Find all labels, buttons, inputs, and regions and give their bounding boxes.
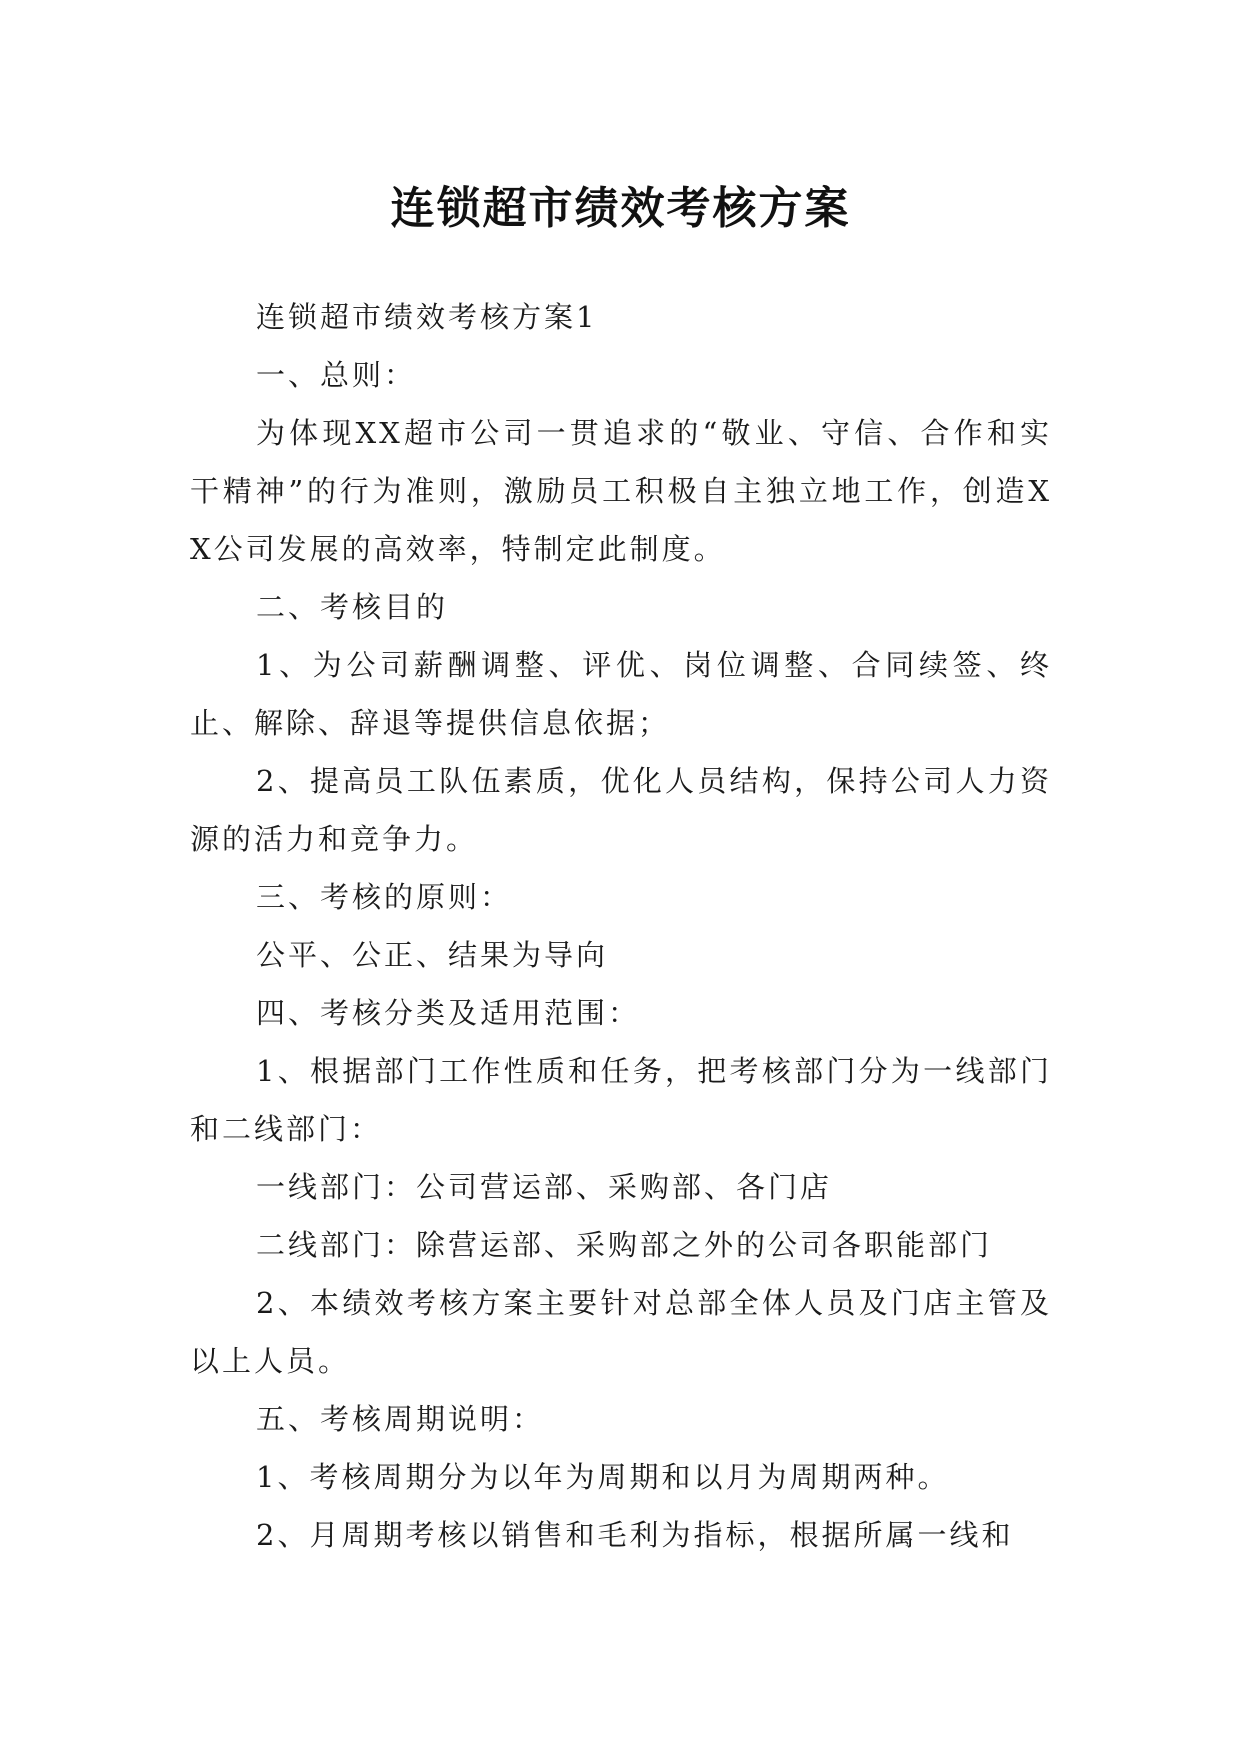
paragraph-principles-text: 公平、公正、结果为导向 xyxy=(256,938,609,972)
paragraph-scope-item-2: 2、本绩效考核方案主要针对总部全体人员及门店主管及以上人员。 xyxy=(190,1286,1052,1378)
paragraph-scope-item-1: 1、根据部门工作性质和任务，把考核部门分为一线部门和二线部门： xyxy=(190,1054,1052,1146)
paragraph-section-scope: 四、考核分类及适用范围： xyxy=(256,996,641,1030)
paragraph-frontline-departments: 一线部门：公司营运部、采购部、各门店 xyxy=(256,1170,833,1204)
paragraph-section-principles: 三、考核的原则： xyxy=(256,880,513,914)
paragraph-plan-heading: 连锁超市绩效考核方案1 xyxy=(256,300,598,334)
paragraph-cycle-item-2: 2、月周期考核以销售和毛利为指标，根据所属一线和 xyxy=(256,1518,1014,1552)
paragraph-section-cycle: 五、考核周期说明： xyxy=(256,1402,545,1436)
paragraph-general-text: 为体现XX超市公司一贯追求的“敬业、守信、合作和实干精神”的行为准则，激励员工积极自主独立地工作，创造XX公司发展的高效率，特制定此制度。 xyxy=(190,416,1052,566)
paragraph-section-purpose: 二、考核目的 xyxy=(256,590,449,624)
document-body xyxy=(190,288,1052,1564)
paragraph-cycle-item-1: 1、考核周期分为以年为周期和以月为周期两种。 xyxy=(256,1460,950,1494)
paragraph-purpose-item-1: 1、为公司薪酬调整、评优、岗位调整、合同续签、终止、解除、辞退等提供信息依据； xyxy=(190,648,1052,740)
document-title: 连锁超市绩效考核方案 xyxy=(390,183,851,235)
paragraph-purpose-item-2: 2、提高员工队伍素质，优化人员结构，保持公司人力资源的活力和竞争力。 xyxy=(190,764,1052,856)
paragraph-section-general: 一、总则： xyxy=(256,358,417,392)
paragraph-support-departments: 二线部门：除营运部、采购部之外的公司各职能部门 xyxy=(256,1228,993,1262)
